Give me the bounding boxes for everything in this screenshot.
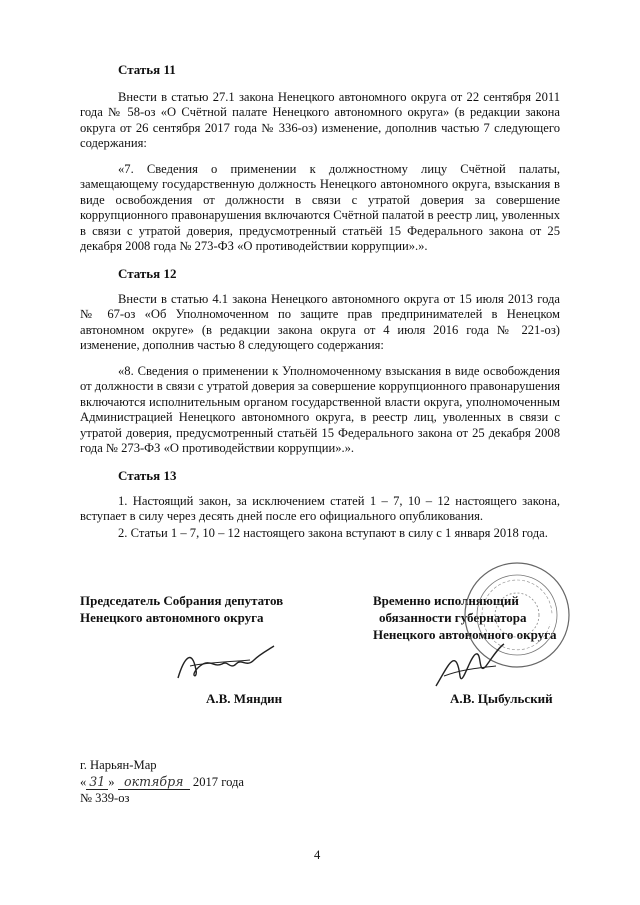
right-title-line-1: Временно исполняющий [373, 593, 519, 608]
law-number: № 339-оз [80, 791, 130, 805]
article-13-paragraph-1: 1. Настоящий закон, за исключением статей 1 – 7, 10 – 12 настоящего закона, вступает в силу через десять дней после его официального опубликования. [80, 494, 560, 524]
right-signatory-name: А.В. Цыбульский [450, 691, 553, 706]
article-13-paragraph-2: 2. Статьи 1 – 7, 10 – 12 настоящего закона вступают в силу с 1 января 2018 года. [118, 526, 548, 540]
signing-date [80, 774, 244, 790]
article-12-paragraph-1: Внести в статью 4.1 закона Ненецкого автономного округа от 15 июля 2013 года № 67-оз «Об Уполномоченном по защите прав предпринимателей в Ненецком автономном округе» (в редакции закона округа от 4 июля 2016 года № 221-оз) изменение, дополнив частью 8 следующего содержания: [80, 292, 560, 353]
article-11-heading: Статья 11 [118, 62, 176, 77]
left-title-line-1: Председатель Собрания депутатов [80, 593, 284, 608]
left-title-line-2: Ненецкого автономного округа [80, 610, 264, 625]
article-13-heading: Статья 13 [118, 468, 177, 483]
date-close-quote: » [108, 775, 115, 789]
article-11-paragraph-2: «7. Сведения о применении к должностному лицу Счётной палаты, замещающему государственную должность Ненецкого автономного округа, взыскания в виде освобождения от должности в связи с утратой доверия за совершение коррупционного правонарушения включаются Счётной палатой в реестр лиц, уволенных в связи с утратой доверия, предусмотренный статьёй 15 Федерального закона от 25 декабря 2008 года № 273-ФЗ «О противодействии коррупции».». [80, 162, 560, 254]
page-number: 4 [314, 848, 321, 862]
date-month: октября [118, 774, 190, 790]
right-title-line-3: Ненецкого автономного округа [373, 627, 557, 642]
right-handwritten-signature [430, 636, 520, 696]
left-signatory-title [80, 592, 283, 626]
article-11-paragraph-1: Внести в статью 27.1 закона Ненецкого автономного округа от 22 сентября 2011 года № 58-оз «О Счётной палате Ненецкого автономного округа» (в редакции закона округа от 26 сентября 2017 года № 336-оз) изменение, дополнив частью 7 следующего содержания: [80, 90, 560, 151]
article-12-heading: Статья 12 [118, 266, 177, 281]
place-of-signing: г. Нарьян-Мар [80, 758, 157, 772]
left-handwritten-signature [170, 640, 280, 690]
article-12-paragraph-2: «8. Сведения о применении к Уполномоченному взыскания в виде освобождения от должности в связи с утратой доверия за совершение коррупционного правонарушения включаются исполнительным органом государственной власти округа, уполномоченным Администрацией Ненецкого автономного округа, в реестр лиц, уволенных в связи с утратой доверия, предусмотренный статьёй 15 Федерального закона от 25 декабря 2008 года № 273-ФЗ «О противодействии коррупции».». [80, 364, 560, 456]
left-signatory-name: А.В. Мяндин [206, 691, 283, 706]
date-day: 31 [86, 774, 108, 790]
right-title-line-2: обязанности губернатора [379, 610, 527, 625]
date-open-quote: « [80, 775, 87, 789]
date-year: 2017 года [192, 775, 245, 789]
